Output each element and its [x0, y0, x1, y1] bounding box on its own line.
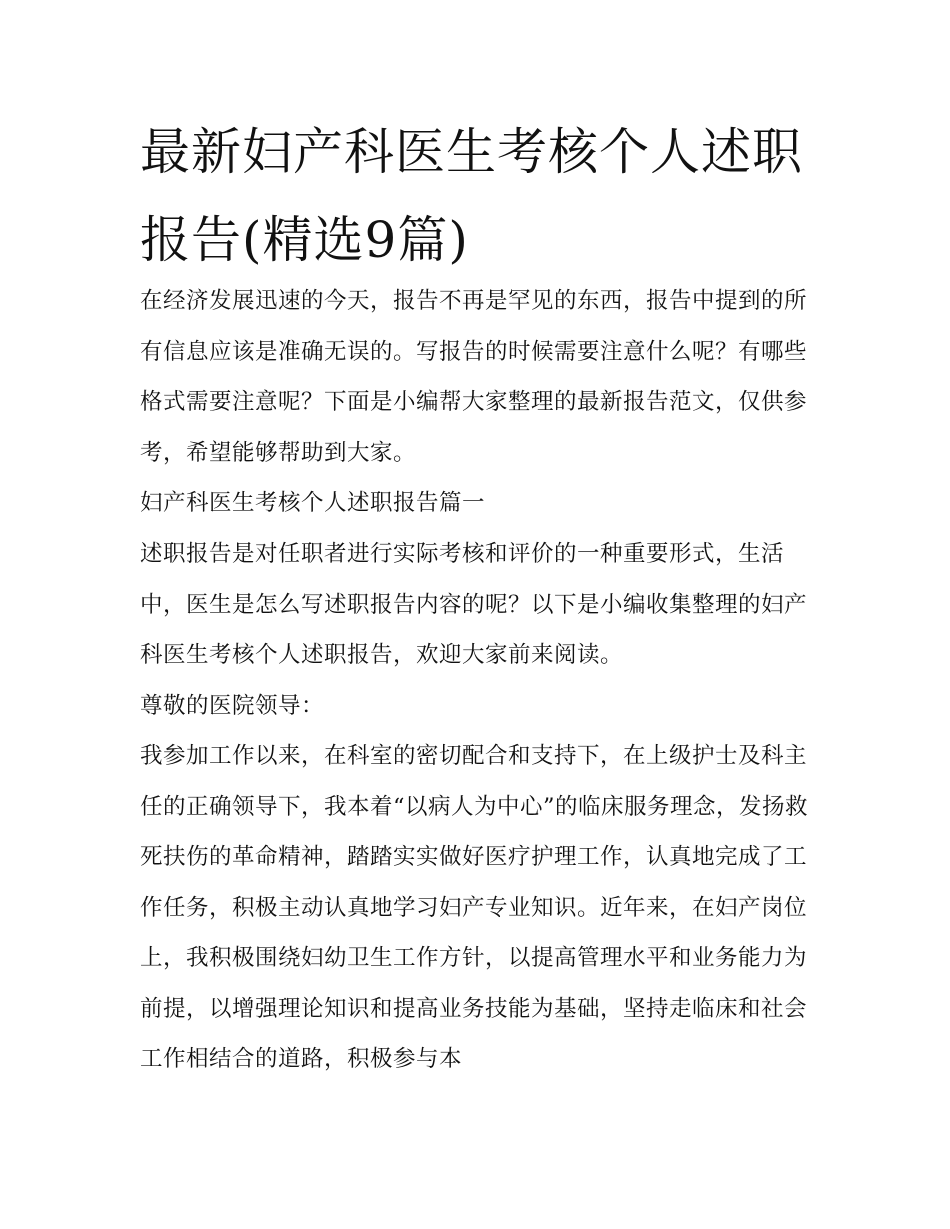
document-title: 最新妇产科医生考核个人述职报告(精选9篇): [140, 123, 803, 269]
intro-paragraph: 在经济发展迅速的今天，报告不再是罕见的东西，报告中提到的所有信息应该是准确无误的。写报告的时候需要注意什么呢？有哪些格式需要注意呢？下面是小编帮大家整理的最新报告范文，仅供参考，希望能够帮助到大家。: [140, 288, 808, 466]
salutation: 尊敬的医院领导：: [140, 692, 325, 719]
body-paragraph: 我参加工作以来，在科室的密切配合和支持下，在上级护士及科主任的正确领导下，我本着“以病人为中心”的临床服务理念，发扬救死扶伤的革命精神，踏踏实实做好医疗护理工作，认真地完成了工作任务，积极主动认真地学习妇产专业知识。近年来，在妇产岗位上，我积极围绕妇幼卫生工作方针，以提高管理水平和业务能力为前提，以增强理论知识和提高业务技能为基础，坚持走临床和社会工作相结合的道路，积极参与本: [140, 743, 809, 1072]
section-heading: 妇产科医生考核个人述职报告篇一: [140, 490, 486, 516]
document-body: [140, 276, 815, 1085]
body-paragraph: 述职报告是对任职者进行实际考核和评价的一种重要形式，生活中，医生是怎么写述职报告内容的呢？以下是小编收集整理的妇产科医生考核个人述职报告，欢迎大家前来阅读。: [140, 541, 808, 668]
